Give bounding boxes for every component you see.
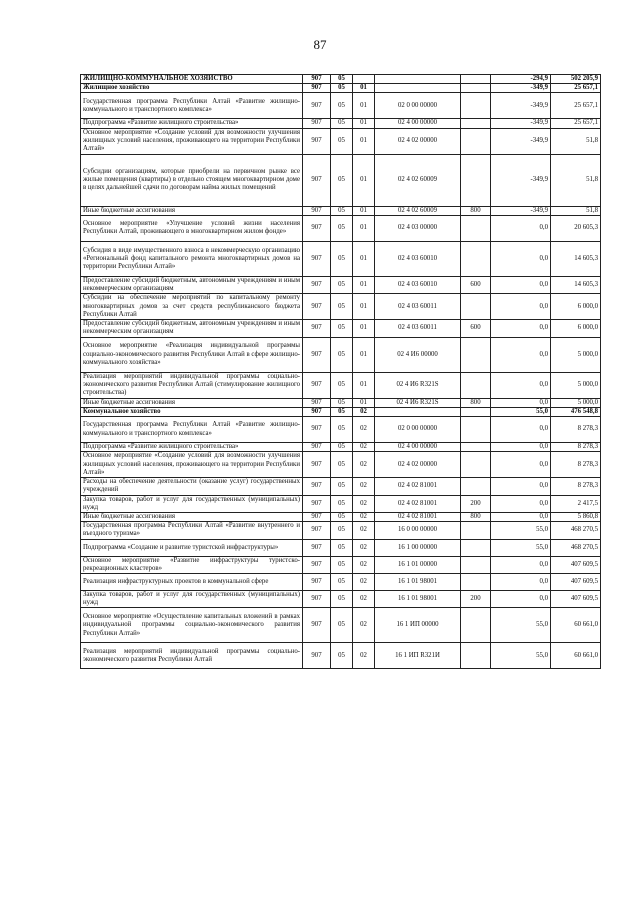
row-ministry-code: 907 (303, 443, 331, 452)
row-subsection-code: 02 (353, 478, 375, 495)
row-change-amount: 0,0 (491, 478, 551, 495)
row-target-code: 02 4 03 60010 (375, 241, 461, 276)
row-subsection-code: 01 (353, 206, 375, 215)
row-ministry-code: 907 (303, 93, 331, 119)
row-section-code: 05 (331, 478, 353, 495)
row-ministry-code: 907 (303, 407, 331, 416)
table-row (81, 556, 601, 573)
row-expense-type (461, 478, 491, 495)
row-change-amount: -294,9 (491, 75, 551, 84)
row-subsection-code: 01 (353, 84, 375, 93)
row-total-amount: 60 661,0 (551, 608, 601, 643)
row-total-amount: 476 548,8 (551, 407, 601, 416)
row-ministry-code: 907 (303, 84, 331, 93)
row-target-code: 16 1 ИП R321И (375, 643, 461, 669)
row-total-amount: 8 278,3 (551, 478, 601, 495)
row-expense-type (461, 154, 491, 206)
table-row (81, 372, 601, 398)
row-subsection-code: 02 (353, 608, 375, 643)
row-total-amount: 14 605,3 (551, 276, 601, 293)
row-ministry-code: 907 (303, 241, 331, 276)
row-change-amount: -349,9 (491, 128, 551, 154)
row-name: ЖИЛИЩНО-КОММУНАЛЬНОЕ ХОЗЯЙСТВО (81, 75, 303, 84)
page-number: 87 (313, 37, 327, 52)
table-row (81, 398, 601, 407)
row-subsection-code: 01 (353, 128, 375, 154)
row-total-amount: 502 205,9 (551, 75, 601, 84)
row-name: Расходы на обеспечение деятельности (оказание услуг) государственных учреждений (81, 478, 303, 495)
row-total-amount: 20 605,3 (551, 215, 601, 241)
row-name: Иные бюджетные ассигнования (81, 398, 303, 407)
row-subsection-code: 01 (353, 154, 375, 206)
row-target-code: 02 4 И6 00000 (375, 337, 461, 372)
row-ministry-code: 907 (303, 154, 331, 206)
row-subsection-code (353, 75, 375, 84)
row-section-code: 05 (331, 539, 353, 556)
row-change-amount: 0,0 (491, 574, 551, 591)
row-section-code: 05 (331, 206, 353, 215)
row-section-code: 05 (331, 495, 353, 512)
table-row (81, 591, 601, 608)
row-name: Государственная программа Республики Алтай «Развитие жилищно-коммунального и транспортного комплекса» (81, 93, 303, 119)
row-ministry-code: 907 (303, 513, 331, 522)
row-subsection-code: 01 (353, 372, 375, 398)
row-name: Основное мероприятие «Осуществление капитальных вложений в рамках индивидуальной программы социально-экономического развития Республики Алтай» (81, 608, 303, 643)
row-ministry-code: 907 (303, 206, 331, 215)
row-name: Субсидии на обеспечение мероприятий по капитальному ремонту многоквартирных домов за счет средств республиканского бюджета Республики Алтай (81, 294, 303, 320)
row-subsection-code: 01 (353, 241, 375, 276)
row-change-amount: 0,0 (491, 241, 551, 276)
row-subsection-code: 02 (353, 513, 375, 522)
row-change-amount: 0,0 (491, 556, 551, 573)
table-row (81, 241, 601, 276)
budget-table (80, 74, 601, 669)
row-subsection-code: 01 (353, 215, 375, 241)
row-section-code: 05 (331, 398, 353, 407)
row-target-code (375, 84, 461, 93)
row-name: Основное мероприятие «Создание условий для возможности улучшения жилищных условий населения, проживающего на территории Республики Алтай» (81, 452, 303, 478)
row-target-code: 16 1 01 98001 (375, 591, 461, 608)
row-name: Основное мероприятие «Развитие инфраструктуры туристско-рекреационных кластеров» (81, 556, 303, 573)
row-ministry-code: 907 (303, 398, 331, 407)
table-row (81, 128, 601, 154)
row-section-code: 05 (331, 574, 353, 591)
row-change-amount: 55,0 (491, 643, 551, 669)
row-section-code: 05 (331, 215, 353, 241)
row-section-code: 05 (331, 119, 353, 128)
row-expense-type: 200 (461, 495, 491, 512)
row-target-code: 02 4 03 60011 (375, 320, 461, 337)
row-expense-type (461, 452, 491, 478)
row-section-code: 05 (331, 93, 353, 119)
row-ministry-code: 907 (303, 556, 331, 573)
row-subsection-code: 01 (353, 276, 375, 293)
row-change-amount: -349,9 (491, 84, 551, 93)
row-name: Иные бюджетные ассигнования (81, 206, 303, 215)
row-total-amount: 6 000,0 (551, 320, 601, 337)
row-section-code: 05 (331, 452, 353, 478)
row-section-code: 05 (331, 128, 353, 154)
row-subsection-code: 01 (353, 93, 375, 119)
row-subsection-code: 01 (353, 119, 375, 128)
row-ministry-code: 907 (303, 452, 331, 478)
row-section-code: 05 (331, 608, 353, 643)
row-subsection-code: 01 (353, 294, 375, 320)
table-row (81, 643, 601, 669)
row-change-amount: 0,0 (491, 372, 551, 398)
row-expense-type (461, 417, 491, 443)
table-row (81, 320, 601, 337)
row-expense-type (461, 215, 491, 241)
row-change-amount: 0,0 (491, 398, 551, 407)
row-change-amount: 55,0 (491, 539, 551, 556)
row-ministry-code: 907 (303, 478, 331, 495)
row-target-code: 02 4 03 60010 (375, 276, 461, 293)
table-row (81, 215, 601, 241)
row-total-amount: 5 860,8 (551, 513, 601, 522)
row-total-amount: 407 609,5 (551, 591, 601, 608)
row-section-code: 05 (331, 556, 353, 573)
row-change-amount: 0,0 (491, 320, 551, 337)
row-name: Государственная программа Республики Алтай «Развитие жилищно-коммунального и транспортного комплекса» (81, 417, 303, 443)
row-section-code: 05 (331, 75, 353, 84)
row-expense-type (461, 128, 491, 154)
table-row (81, 337, 601, 372)
row-name: Реализация инфраструктурных проектов в коммунальной сфере (81, 574, 303, 591)
row-section-code: 05 (331, 294, 353, 320)
row-target-code: 16 0 00 00000 (375, 522, 461, 539)
row-target-code: 02 4 03 00000 (375, 215, 461, 241)
row-subsection-code: 02 (353, 522, 375, 539)
table-row (81, 154, 601, 206)
row-section-code: 05 (331, 443, 353, 452)
row-target-code: 02 4 02 00000 (375, 452, 461, 478)
row-ministry-code: 907 (303, 320, 331, 337)
row-subsection-code: 02 (353, 417, 375, 443)
row-ministry-code: 907 (303, 215, 331, 241)
row-target-code: 02 4 00 00000 (375, 443, 461, 452)
row-subsection-code: 02 (353, 452, 375, 478)
row-change-amount: 0,0 (491, 276, 551, 293)
row-ministry-code: 907 (303, 591, 331, 608)
row-section-code: 05 (331, 372, 353, 398)
row-expense-type (461, 93, 491, 119)
row-section-code: 05 (331, 591, 353, 608)
row-ministry-code: 907 (303, 522, 331, 539)
row-target-code: 02 4 02 00000 (375, 128, 461, 154)
table-row (81, 478, 601, 495)
row-ministry-code: 907 (303, 574, 331, 591)
row-target-code: 02 4 И6 R321S (375, 372, 461, 398)
row-subsection-code: 02 (353, 574, 375, 591)
row-expense-type (461, 522, 491, 539)
table-row (81, 119, 601, 128)
row-name: Субсидия в виде имущественного взноса в некоммерческую организацию «Региональный фонд капитального ремонта многоквартирных домов на территории Республики Алтай» (81, 241, 303, 276)
row-expense-type (461, 407, 491, 416)
row-name: Основное мероприятие «Улучшение условий жизни населения Республики Алтай, проживающего в многоквартирном жилом фонде» (81, 215, 303, 241)
row-expense-type (461, 539, 491, 556)
row-target-code: 16 1 01 00000 (375, 556, 461, 573)
row-change-amount: 0,0 (491, 294, 551, 320)
row-expense-type: 200 (461, 591, 491, 608)
row-subsection-code: 02 (353, 407, 375, 416)
row-section-code: 05 (331, 643, 353, 669)
row-name: Основное мероприятие «Реализация индивидуальной программы социально-экономического развития Республики Алтай в сфере жилищно-коммунального хозяйства» (81, 337, 303, 372)
row-subsection-code: 02 (353, 556, 375, 573)
row-target-code: 02 4 02 81001 (375, 495, 461, 512)
row-target-code: 16 1 01 98001 (375, 574, 461, 591)
row-total-amount: 5 000,0 (551, 372, 601, 398)
row-name: Реализация мероприятий индивидуальной программы социально-экономического развития Республики Алтай (81, 643, 303, 669)
row-subsection-code: 02 (353, 643, 375, 669)
table-row (81, 513, 601, 522)
row-name: Иные бюджетные ассигнования (81, 513, 303, 522)
row-name: Государственная программа Республики Алтай «Развитие внутреннего и въездного туризма» (81, 522, 303, 539)
row-expense-type: 800 (461, 206, 491, 215)
table-row (81, 574, 601, 591)
row-name: Закупка товаров, работ и услуг для государственных (муниципальных) нужд (81, 591, 303, 608)
row-target-code: 02 4 02 60009 (375, 206, 461, 215)
table-row (81, 84, 601, 93)
row-name: Коммунальное хозяйство (81, 407, 303, 416)
table-row (81, 495, 601, 512)
row-total-amount: 60 661,0 (551, 643, 601, 669)
row-change-amount: 0,0 (491, 337, 551, 372)
row-total-amount: 8 278,3 (551, 443, 601, 452)
row-change-amount: 55,0 (491, 522, 551, 539)
row-ministry-code: 907 (303, 337, 331, 372)
row-total-amount: 407 609,5 (551, 574, 601, 591)
row-target-code: 16 1 00 00000 (375, 539, 461, 556)
row-change-amount: 0,0 (491, 591, 551, 608)
row-ministry-code: 907 (303, 372, 331, 398)
row-change-amount: -349,9 (491, 206, 551, 215)
row-total-amount: 5 000,0 (551, 398, 601, 407)
row-target-code: 16 1 ИП 00000 (375, 608, 461, 643)
table-row (81, 608, 601, 643)
row-target-code: 02 0 00 00000 (375, 93, 461, 119)
row-total-amount: 407 609,5 (551, 556, 601, 573)
row-expense-type (461, 84, 491, 93)
row-name: Подпрограмма «Развитие жилищного строительства» (81, 443, 303, 452)
row-subsection-code: 02 (353, 539, 375, 556)
row-total-amount: 468 270,5 (551, 522, 601, 539)
row-name: Реализация мероприятий индивидуальной программы социально-экономического развития Республики Алтай (стимулирование жилищного строительства) (81, 372, 303, 398)
table-row (81, 417, 601, 443)
row-subsection-code: 02 (353, 591, 375, 608)
row-name: Подпрограмма «Развитие жилищного строительства» (81, 119, 303, 128)
row-subsection-code: 02 (353, 495, 375, 512)
row-section-code: 05 (331, 417, 353, 443)
row-change-amount: 0,0 (491, 443, 551, 452)
row-expense-type (461, 75, 491, 84)
row-total-amount: 5 000,0 (551, 337, 601, 372)
row-expense-type: 800 (461, 398, 491, 407)
row-target-code (375, 407, 461, 416)
row-change-amount: 0,0 (491, 495, 551, 512)
row-section-code: 05 (331, 276, 353, 293)
row-target-code: 02 4 И6 R321S (375, 398, 461, 407)
row-target-code: 02 4 02 60009 (375, 154, 461, 206)
row-change-amount: 55,0 (491, 608, 551, 643)
row-total-amount: 8 278,3 (551, 417, 601, 443)
table-row (81, 443, 601, 452)
table-row (81, 93, 601, 119)
row-section-code: 05 (331, 513, 353, 522)
row-name: Предоставление субсидий бюджетным, автономным учреждениям и иным некоммерческим организациям (81, 276, 303, 293)
row-section-code: 05 (331, 320, 353, 337)
row-name: Жилищное хозяйство (81, 84, 303, 93)
row-change-amount: 0,0 (491, 452, 551, 478)
row-target-code (375, 75, 461, 84)
row-expense-type (461, 337, 491, 372)
row-subsection-code: 01 (353, 337, 375, 372)
row-expense-type (461, 556, 491, 573)
row-change-amount: -349,9 (491, 119, 551, 128)
row-subsection-code: 01 (353, 398, 375, 407)
table-row (81, 522, 601, 539)
row-total-amount: 25 657,1 (551, 119, 601, 128)
table-row (81, 294, 601, 320)
row-expense-type (461, 241, 491, 276)
row-expense-type: 600 (461, 320, 491, 337)
row-expense-type (461, 372, 491, 398)
row-expense-type (461, 443, 491, 452)
row-change-amount: -349,9 (491, 93, 551, 119)
row-total-amount: 2 417,5 (551, 495, 601, 512)
row-change-amount: 55,0 (491, 407, 551, 416)
row-section-code: 05 (331, 522, 353, 539)
row-change-amount: 0,0 (491, 215, 551, 241)
row-section-code: 05 (331, 407, 353, 416)
row-expense-type (461, 119, 491, 128)
row-expense-type: 800 (461, 513, 491, 522)
row-expense-type (461, 608, 491, 643)
row-target-code: 02 0 00 00000 (375, 417, 461, 443)
row-change-amount: -349,9 (491, 154, 551, 206)
row-ministry-code: 907 (303, 276, 331, 293)
row-total-amount: 51,8 (551, 154, 601, 206)
row-name: Закупка товаров, работ и услуг для государственных (муниципальных) нужд (81, 495, 303, 512)
row-total-amount: 51,8 (551, 206, 601, 215)
row-total-amount: 14 605,3 (551, 241, 601, 276)
row-name: Предоставление субсидий бюджетным, автономным учреждениям и иным некоммерческим организациям (81, 320, 303, 337)
table-row (81, 407, 601, 416)
row-change-amount: 0,0 (491, 417, 551, 443)
budget-table-body (81, 75, 601, 669)
row-total-amount: 51,8 (551, 128, 601, 154)
row-expense-type (461, 574, 491, 591)
row-ministry-code: 907 (303, 75, 331, 84)
row-ministry-code: 907 (303, 128, 331, 154)
row-ministry-code: 907 (303, 495, 331, 512)
table-row (81, 452, 601, 478)
row-target-code: 02 4 00 00000 (375, 119, 461, 128)
row-ministry-code: 907 (303, 417, 331, 443)
table-row (81, 276, 601, 293)
row-subsection-code: 02 (353, 443, 375, 452)
row-total-amount: 6 000,0 (551, 294, 601, 320)
row-ministry-code: 907 (303, 539, 331, 556)
row-subsection-code: 01 (353, 320, 375, 337)
row-total-amount: 25 657,1 (551, 84, 601, 93)
row-total-amount: 468 270,5 (551, 539, 601, 556)
row-section-code: 05 (331, 84, 353, 93)
row-expense-type (461, 294, 491, 320)
row-ministry-code: 907 (303, 643, 331, 669)
row-ministry-code: 907 (303, 119, 331, 128)
row-target-code: 02 4 02 81001 (375, 478, 461, 495)
table-row (81, 75, 601, 84)
table-row (81, 206, 601, 215)
table-row (81, 539, 601, 556)
row-total-amount: 25 657,1 (551, 93, 601, 119)
row-name: Подпрограмма «Создание и развитие туристской инфраструктуры» (81, 539, 303, 556)
row-section-code: 05 (331, 154, 353, 206)
row-target-code: 02 4 02 81001 (375, 513, 461, 522)
row-section-code: 05 (331, 337, 353, 372)
row-expense-type: 600 (461, 276, 491, 293)
row-ministry-code: 907 (303, 608, 331, 643)
row-change-amount: 0,0 (491, 513, 551, 522)
row-ministry-code: 907 (303, 294, 331, 320)
row-name: Основное мероприятие «Создание условий для возможности улучшения жилищных условий населения, проживающего на территории Республики Алтай» (81, 128, 303, 154)
row-name: Субсидии организациям, которые приобрели на первичном рынке все жилые помещения (квартиры) в отдельно стоящем многоквартирном доме в целях дальнейшей сдачи по договорам найма жилых помещений (81, 154, 303, 206)
row-target-code: 02 4 03 60011 (375, 294, 461, 320)
row-expense-type (461, 643, 491, 669)
row-total-amount: 8 278,3 (551, 452, 601, 478)
row-section-code: 05 (331, 241, 353, 276)
